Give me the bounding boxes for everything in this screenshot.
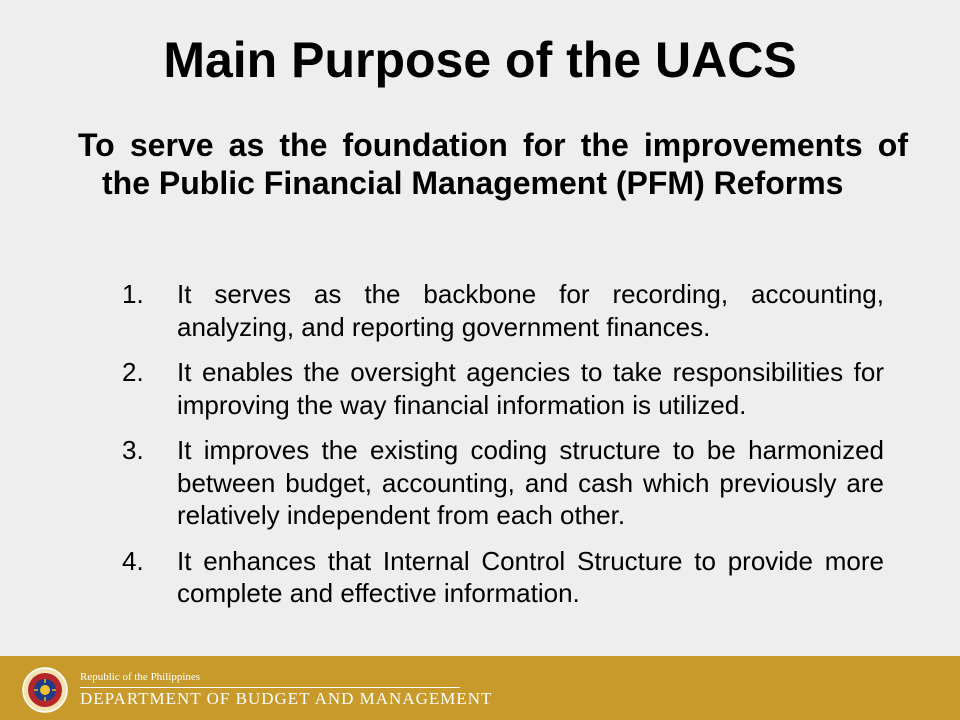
list-item-number: 2.	[122, 357, 144, 387]
list-item-number: 1.	[122, 279, 144, 309]
list-item	[122, 278, 884, 343]
footer-department-text: DEPARTMENT OF BUDGET AND MANAGEMENT	[80, 689, 493, 708]
list-item-number: 3.	[122, 435, 144, 465]
footer-band	[0, 656, 960, 720]
list-item	[122, 434, 884, 532]
list-item-text: It improves the existing coding structure to be harmonized between budget, accounting, and cash which previously are relatively independent from each other.	[177, 435, 884, 530]
list-item	[122, 356, 884, 421]
dbm-seal-icon	[22, 667, 68, 713]
footer-republic-text: Republic of the Philippines	[80, 671, 201, 683]
list-item-text: It serves as the backbone for recording, accounting, analyzing, and reporting government finances.	[177, 279, 884, 342]
list-item-number: 4.	[122, 545, 144, 576]
slide-title: Main Purpose of the UACS	[163, 32, 797, 88]
intro-text: To serve as the foundation for the improvements of the Public Financial Management (PFM) Reforms	[78, 127, 908, 201]
list-item	[122, 545, 884, 610]
list-item-text: It enables the oversight agencies to take responsibilities for improving the way financial information is utilized.	[177, 357, 884, 420]
list-item-text: It enhances that Internal Control Structure to provide more complete and effective information.	[177, 545, 884, 608]
footer-divider	[80, 687, 460, 688]
purpose-list	[122, 278, 884, 623]
